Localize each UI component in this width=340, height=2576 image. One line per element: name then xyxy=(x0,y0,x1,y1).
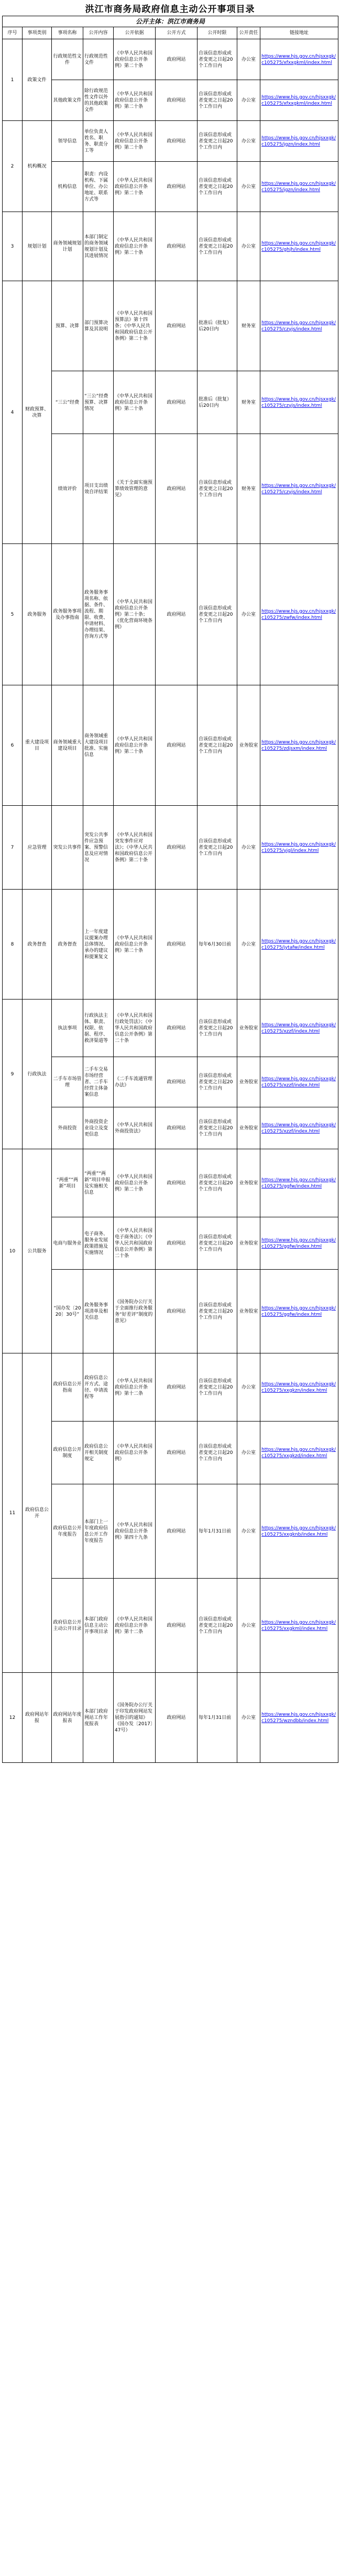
cell-responsibility: 财务室 xyxy=(237,371,260,434)
cell-link[interactable]: https://www.hjs.gov.cn/hjsxxgk/c105275/ggfw/index.html xyxy=(260,1149,338,1217)
table-row xyxy=(3,806,338,890)
row-category: 政府网站年报 xyxy=(23,1673,52,1763)
cell-method: 政府网站 xyxy=(156,544,198,685)
cell-content: 二手车交易市场经营者、二手车经营主体备案信息 xyxy=(83,1057,114,1107)
cell-content: 突发公共事件应急预案、预警信息及应对情况 xyxy=(83,806,114,890)
cell-content: 上一年度建议提案办理总体情况、承办的建议和提案复文 xyxy=(83,890,114,1000)
cell-link[interactable]: https://www.hjs.gov.cn/hjsxxgk/c105275/ghjh/index.html xyxy=(260,212,338,281)
cell-method: 政府网站 xyxy=(156,1673,198,1763)
table-row xyxy=(3,1149,338,1217)
cell-link[interactable]: https://www.hjs.gov.cn/hjsxxgk/c105275/xzzf/index.html xyxy=(260,1000,338,1057)
cell-link[interactable]: https://www.hjs.gov.cn/hjsxxgk/c105275/jgzn/index.html xyxy=(260,162,338,212)
cell-link[interactable]: https://www.hjs.gov.cn/hjsxxgk/c105275/yjgl/index.html xyxy=(260,806,338,890)
cell-basis: 《中华人民共和国政府信息公开条例》第四十九条 xyxy=(114,1484,156,1579)
row-number: 7 xyxy=(3,806,23,890)
cell-time-limit: 自该信息形成或者变更之日起20个工作日内 xyxy=(198,121,237,162)
cell-responsibility: 办公室 xyxy=(237,806,260,890)
cell-content: “三公”经费预算、决算情况 xyxy=(83,371,114,434)
cell-content: 政府信息公开方式、途径、申请流程等 xyxy=(83,1353,114,1422)
cell-item-name: 政府信息公开制度 xyxy=(52,1422,83,1484)
row-category: 规划计划 xyxy=(23,212,52,281)
table-row xyxy=(3,121,338,162)
cell-item-name: 其他政策文件 xyxy=(52,80,83,121)
table-row xyxy=(3,434,338,544)
cell-basis: 《中华人民共和国政府信息公开条例》 xyxy=(114,1422,156,1484)
cell-time-limit: 自该信息形成或者变更之日起20个工作日内 xyxy=(198,806,237,890)
cell-basis: 《中华人民共和国政府信息公开条例》第十二条 xyxy=(114,1579,156,1673)
cell-method: 政府网站 xyxy=(156,1149,198,1217)
cell-time-limit: 每年1月31日前 xyxy=(198,1484,237,1579)
row-category: 应急管理 xyxy=(23,806,52,890)
cell-item-name: 二手车市场管理 xyxy=(52,1057,83,1107)
cell-link[interactable]: https://www.hjs.gov.cn/hjsxxgk/c105275/xzzf/index.html xyxy=(260,1107,338,1149)
cell-responsibility: 办公室 xyxy=(237,890,260,1000)
row-category: 行政执法 xyxy=(23,1000,52,1149)
cell-item-name: 政府信息公开指南 xyxy=(52,1353,83,1422)
table-row xyxy=(3,1000,338,1057)
row-number: 4 xyxy=(3,281,23,544)
cell-link[interactable]: https://www.hjs.gov.cn/hjsxxgk/c105275/xxgknb/index.html xyxy=(260,1484,338,1579)
cell-basis: 《中华人民共和国行政处罚法》；《中华人民共和国政府信息公开条例》第二十条 xyxy=(114,1000,156,1057)
cell-content: 部门预算决算及其说明 xyxy=(83,281,114,371)
cell-time-limit: 每年6月30日前 xyxy=(198,890,237,1000)
cell-method: 政府网站 xyxy=(156,371,198,434)
cell-responsibility: 业务股室 xyxy=(237,1057,260,1107)
cell-basis: 《关于全面实施预算绩效管理的意见》 xyxy=(114,434,156,544)
table-row xyxy=(3,1484,338,1579)
header-category: 事项类别 xyxy=(23,27,52,39)
cell-basis: 《中华人民共和国电子商务法》；《中华人民共和国政府信息公开条例》第二十条 xyxy=(114,1217,156,1270)
cell-responsibility: 办公室 xyxy=(237,162,260,212)
cell-basis: 《国务院办公厅关于全面推行政务服务“好差评”制度的意见》 xyxy=(114,1270,156,1353)
cell-item-name: “三公”经费 xyxy=(52,371,83,434)
cell-responsibility: 办公室 xyxy=(237,80,260,121)
cell-method: 政府网站 xyxy=(156,281,198,371)
header-basis: 公开依据 xyxy=(114,27,156,39)
cell-time-limit: 自该信息形成或者变更之日起20个工作日内 xyxy=(198,1270,237,1353)
cell-link[interactable]: https://www.hjs.gov.cn/hjsxxgk/c105275/zwfw/index.html xyxy=(260,544,338,685)
cell-time-limit: 自该信息形成或者变更之日起20个工作日内 xyxy=(198,434,237,544)
table-row xyxy=(3,162,338,212)
row-number: 12 xyxy=(3,1673,23,1763)
row-category: 公共服务 xyxy=(23,1149,52,1353)
table-row xyxy=(3,281,338,371)
cell-method: 政府网站 xyxy=(156,121,198,162)
row-number: 9 xyxy=(3,1000,23,1149)
cell-content: “两重”“两新”项目申报及实施相关信息 xyxy=(83,1149,114,1217)
cell-method: 政府网站 xyxy=(156,1270,198,1353)
page-title: 洪江市商务局政府信息主动公开事项目录 xyxy=(85,4,255,15)
cell-item-name: 机构信息 xyxy=(52,162,83,212)
cell-responsibility: 业务股室 xyxy=(237,1149,260,1217)
cell-time-limit: 自该信息形成或者变更之日起20个工作日内 xyxy=(198,1149,237,1217)
cell-method: 政府网站 xyxy=(156,806,198,890)
cell-method: 政府网站 xyxy=(156,1422,198,1484)
cell-basis: 《中华人民共和国政府信息公开条例》第二十条；《优化营商环境条例》 xyxy=(114,544,156,685)
cell-content: 项目支出绩效自评结果 xyxy=(83,434,114,544)
cell-item-name: 突发公共事件 xyxy=(52,806,83,890)
cell-method: 政府网站 xyxy=(156,1107,198,1149)
cell-item-name: “两重”“两新”项目 xyxy=(52,1149,83,1217)
row-category: 政府信息公开 xyxy=(23,1353,52,1673)
cell-method: 政府网站 xyxy=(156,1217,198,1270)
row-number: 3 xyxy=(3,212,23,281)
cell-basis: 《中华人民共和国突发事件应对法》；《中华人民共和国政府信息公开条例》第二十条 xyxy=(114,806,156,890)
header-responsibility: 公开责任 xyxy=(237,27,260,39)
subject-row xyxy=(3,16,338,27)
cell-item-name: 商务领域重大建设项目 xyxy=(52,685,83,806)
header-item-name: 事项名称 xyxy=(52,27,83,39)
cell-item-name: “国办发〔2020〕30号” xyxy=(52,1270,83,1353)
cell-content: 政府信息公开相关制度规定 xyxy=(83,1422,114,1484)
row-category: 机构概况 xyxy=(23,121,52,212)
cell-content: 政务服务事项清单及相关信息 xyxy=(83,1270,114,1353)
row-number: 11 xyxy=(3,1353,23,1673)
page xyxy=(2,0,338,1763)
row-number: 5 xyxy=(3,544,23,685)
cell-method: 政府网站 xyxy=(156,212,198,281)
cell-link[interactable]: https://www.hjs.gov.cn/hjsxxgk/c105275/czyjs/index.html xyxy=(260,371,338,434)
cell-basis: 《中华人民共和国政府信息公开条例》第二十条 xyxy=(114,121,156,162)
cell-link[interactable]: https://www.hjs.gov.cn/hjsxxgk/c105275/xxgkzd/index.html xyxy=(260,1422,338,1484)
table-row xyxy=(3,1579,338,1673)
cell-responsibility: 办公室 xyxy=(237,1353,260,1422)
cell-responsibility: 财务室 xyxy=(237,434,260,544)
cell-method: 政府网站 xyxy=(156,80,198,121)
cell-time-limit: 自该信息形成或者变更之日起20个工作日内 xyxy=(198,1579,237,1673)
header-row xyxy=(3,27,338,39)
table-row xyxy=(3,1673,338,1763)
subject-line: 公开主体：洪江市商务局 xyxy=(3,16,338,27)
cell-content: 行政执法主体、职责、权限、依据、程序、救济渠道等 xyxy=(83,1000,114,1057)
cell-link[interactable]: https://www.hjs.gov.cn/hjsxxgk/c105275/xxgkml/index.html xyxy=(260,1579,338,1673)
cell-time-limit: 自该信息形成或者变更之日起20个工作日内 xyxy=(198,544,237,685)
cell-method: 政府网站 xyxy=(156,1353,198,1422)
cell-basis: 《中华人民共和国政府信息公开条例》第二十条 xyxy=(114,212,156,281)
cell-responsibility: 业务股室 xyxy=(237,685,260,806)
cell-link[interactable]: https://www.hjs.gov.cn/hjsxxgk/c105275/xxgkzn/index.html xyxy=(260,1353,338,1422)
table-row xyxy=(3,371,338,434)
cell-content: 本部门政府信息主动公开事项目录 xyxy=(83,1579,114,1673)
cell-content: 政务服务事项名称、依据、条件、流程、期限、收费、申请材料、办理结果、咨询方式等 xyxy=(83,544,114,685)
row-number: 10 xyxy=(3,1149,23,1353)
cell-content: 行政规范性文件 xyxy=(83,39,114,80)
row-number: 2 xyxy=(3,121,23,212)
cell-item-name: 外商投资 xyxy=(52,1107,83,1149)
cell-content: 本部门政府网站工作年度报表 xyxy=(83,1673,114,1763)
cell-method: 政府网站 xyxy=(156,890,198,1000)
table-row xyxy=(3,890,338,1000)
cell-basis: 《中华人民共和国外商投资法》 xyxy=(114,1107,156,1149)
cell-responsibility: 业务股室 xyxy=(237,1217,260,1270)
cell-time-limit: 批准后（批复）后20日内 xyxy=(198,371,237,434)
table-row xyxy=(3,1422,338,1484)
cell-content: 电子商务、服务业发展政策措施及实施情况 xyxy=(83,1217,114,1270)
cell-basis: 《中华人民共和国预算法》第十四条；《中华人民共和国政府信息公开条例》第二十条 xyxy=(114,281,156,371)
cell-link[interactable]: https://www.hjs.gov.cn/hjsxxgk/c105275/zdjsxm/index.html xyxy=(260,685,338,806)
cell-basis: 《中华人民共和国政府信息公开条例》第二十条 xyxy=(114,685,156,806)
cell-link[interactable]: https://www.hjs.gov.cn/hjsxxgk/c105275/xzzf/index.html xyxy=(260,1057,338,1107)
row-number: 6 xyxy=(3,685,23,806)
table-row xyxy=(3,1217,338,1270)
cell-responsibility: 办公室 xyxy=(237,1673,260,1763)
cell-basis: 《中华人民共和国政府信息公开条例》第二十条 xyxy=(114,80,156,121)
cell-link[interactable]: https://www.hjs.gov.cn/hjsxxgk/c105275/ggfw/index.html xyxy=(260,1270,338,1353)
cell-time-limit: 自该信息形成或者变更之日起20个工作日内 xyxy=(198,1217,237,1270)
cell-basis: 《中华人民共和国政府信息公开条例》第二十条 xyxy=(114,1149,156,1217)
row-category: 财政预算、决算 xyxy=(23,281,52,544)
header-seq: 序号 xyxy=(3,27,23,39)
cell-link[interactable]: https://www.hjs.gov.cn/hjsxxgk/c105275/jytafw/index.html xyxy=(260,890,338,1000)
cell-responsibility: 财务室 xyxy=(237,281,260,371)
cell-responsibility: 办公室 xyxy=(237,121,260,162)
cell-basis: 《二手车流通管理办法》 xyxy=(114,1057,156,1107)
cell-basis: 《中华人民共和国政府信息公开条例》第二十条 xyxy=(114,39,156,80)
cell-method: 政府网站 xyxy=(156,162,198,212)
catalog-table xyxy=(2,16,338,1763)
cell-link[interactable]: https://www.hjs.gov.cn/hjsxxgk/c105275/czyjs/index.html xyxy=(260,281,338,371)
row-number: 1 xyxy=(3,39,23,121)
cell-basis: 《中华人民共和国政府信息公开条例》第十二条 xyxy=(114,1353,156,1422)
cell-method: 政府网站 xyxy=(156,1579,198,1673)
cell-method: 政府网站 xyxy=(156,1000,198,1057)
cell-item-name: 政府网站年度报表 xyxy=(52,1673,83,1763)
cell-method: 政府网站 xyxy=(156,1057,198,1107)
cell-method: 政府网站 xyxy=(156,1484,198,1579)
table-row xyxy=(3,1270,338,1353)
cell-time-limit: 自该信息形成或者变更之日起20个工作日内 xyxy=(198,1000,237,1057)
cell-responsibility: 办公室 xyxy=(237,212,260,281)
cell-time-limit: 自该信息形成或者变更之日起20个工作日内 xyxy=(198,1057,237,1107)
cell-responsibility: 业务股室 xyxy=(237,1107,260,1149)
table-row xyxy=(3,544,338,685)
cell-method: 政府网站 xyxy=(156,685,198,806)
cell-item-name: 领导信息 xyxy=(52,121,83,162)
header-link: 链接地址 xyxy=(260,27,338,39)
cell-item-name: 执法事项 xyxy=(52,1000,83,1057)
cell-content: 单位负责人姓名、职务、职责分工等 xyxy=(83,121,114,162)
table-row xyxy=(3,39,338,80)
table-row xyxy=(3,1057,338,1107)
cell-time-limit: 自该信息形成或者变更之日起20个工作日内 xyxy=(198,80,237,121)
row-category: 政务督查 xyxy=(23,890,52,1000)
cell-item-name: 政府信息公开主动公开目录 xyxy=(52,1579,83,1673)
cell-item-name: 电商与服务业 xyxy=(52,1217,83,1270)
cell-item-name: 政府信息公开年度报告 xyxy=(52,1484,83,1579)
cell-time-limit: 自该信息形成或者变更之日起20个工作日内 xyxy=(198,39,237,80)
cell-item-name: 商务领域规划计划 xyxy=(52,212,83,281)
cell-content: 商务领域重大建设项目批准、实施信息 xyxy=(83,685,114,806)
cell-basis: 《中华人民共和国政府信息公开条例》第二十条 xyxy=(114,371,156,434)
catalog-body xyxy=(3,39,338,1763)
table-row xyxy=(3,685,338,806)
cell-time-limit: 自该信息形成或者变更之日起20个工作日内 xyxy=(198,212,237,281)
cell-item-name: 绩效评价 xyxy=(52,434,83,544)
cell-content: 外商投资企业设立及变更信息 xyxy=(83,1107,114,1149)
cell-basis: 《中华人民共和国政府信息公开条例》第二十条 xyxy=(114,890,156,1000)
cell-item-name: 政务服务事项及办事指南 xyxy=(52,544,83,685)
cell-link[interactable]: https://www.hjs.gov.cn/hjsxxgk/c105275/jgzn/index.html xyxy=(260,121,338,162)
cell-content: 本部门制定的商务领域规划计划及其进展情况 xyxy=(83,212,114,281)
header-time-limit: 公开时限 xyxy=(198,27,237,39)
cell-basis: 《中华人民共和国政府信息公开条例》第二十条 xyxy=(114,162,156,212)
cell-time-limit: 自该信息形成或者变更之日起20个工作日内 xyxy=(198,1422,237,1484)
cell-link[interactable]: https://www.hjs.gov.cn/hjsxxgk/c105275/wzndbb/index.html xyxy=(260,1673,338,1763)
cell-time-limit: 自该信息形成或者变更之日起20个工作日内 xyxy=(198,1107,237,1149)
table-row xyxy=(3,1107,338,1149)
cell-time-limit: 自该信息形成或者变更之日起20个工作日内 xyxy=(198,1353,237,1422)
cell-item-name: 行政规范性文件 xyxy=(52,39,83,80)
table-row xyxy=(3,212,338,281)
cell-item-name: 预算、决算 xyxy=(52,281,83,371)
cell-time-limit: 自该信息形成或者变更之日起20个工作日内 xyxy=(198,162,237,212)
cell-responsibility: 业务股室 xyxy=(237,1270,260,1353)
table-row xyxy=(3,80,338,121)
row-category: 重大建设项目 xyxy=(23,685,52,806)
cell-time-limit: 自该信息形成或者变更之日起20个工作日内 xyxy=(198,685,237,806)
row-number: 8 xyxy=(3,890,23,1000)
cell-link[interactable]: https://www.hjs.gov.cn/hjsxxgk/c105275/czyjs/index.html xyxy=(260,434,338,544)
cell-content: 职责：内设机构、下属单位、办公地址、联系方式等 xyxy=(83,162,114,212)
cell-responsibility: 办公室 xyxy=(237,1484,260,1579)
cell-responsibility: 办公室 xyxy=(237,544,260,685)
cell-content: 除行政规范性文件以外的其他政策文件 xyxy=(83,80,114,121)
table-row xyxy=(3,1353,338,1422)
cell-method: 政府网站 xyxy=(156,39,198,80)
cell-link[interactable]: https://www.hjs.gov.cn/hjsxxgk/c105275/ggfw/index.html xyxy=(260,1217,338,1270)
cell-responsibility: 办公室 xyxy=(237,39,260,80)
header-content: 公开内容 xyxy=(83,27,114,39)
header-method: 公开方式 xyxy=(156,27,198,39)
cell-item-name: 政务督查 xyxy=(52,890,83,1000)
cell-link[interactable]: https://www.hjs.gov.cn/hjsxxgk/c105275/xfxxgkml/index.html xyxy=(260,39,338,80)
cell-responsibility: 办公室 xyxy=(237,1422,260,1484)
cell-content: 本部门上一年度政府信息公开工作年度报告 xyxy=(83,1484,114,1579)
cell-responsibility: 办公室 xyxy=(237,1579,260,1673)
row-category: 政务服务 xyxy=(23,544,52,685)
cell-time-limit: 批准后（批复）后20日内 xyxy=(198,281,237,371)
cell-time-limit: 每年1月31日前 xyxy=(198,1673,237,1763)
row-category: 政策文件 xyxy=(23,39,52,121)
cell-responsibility: 业务股室 xyxy=(237,1000,260,1057)
cell-method: 政府网站 xyxy=(156,434,198,544)
cell-basis: 《国务院办公厅关于印发政府网站发展指引的通知》（国办发〔2017〕47号） xyxy=(114,1673,156,1763)
cell-link[interactable]: https://www.hjs.gov.cn/hjsxxgk/c105275/xfxxgkml/index.html xyxy=(260,80,338,121)
